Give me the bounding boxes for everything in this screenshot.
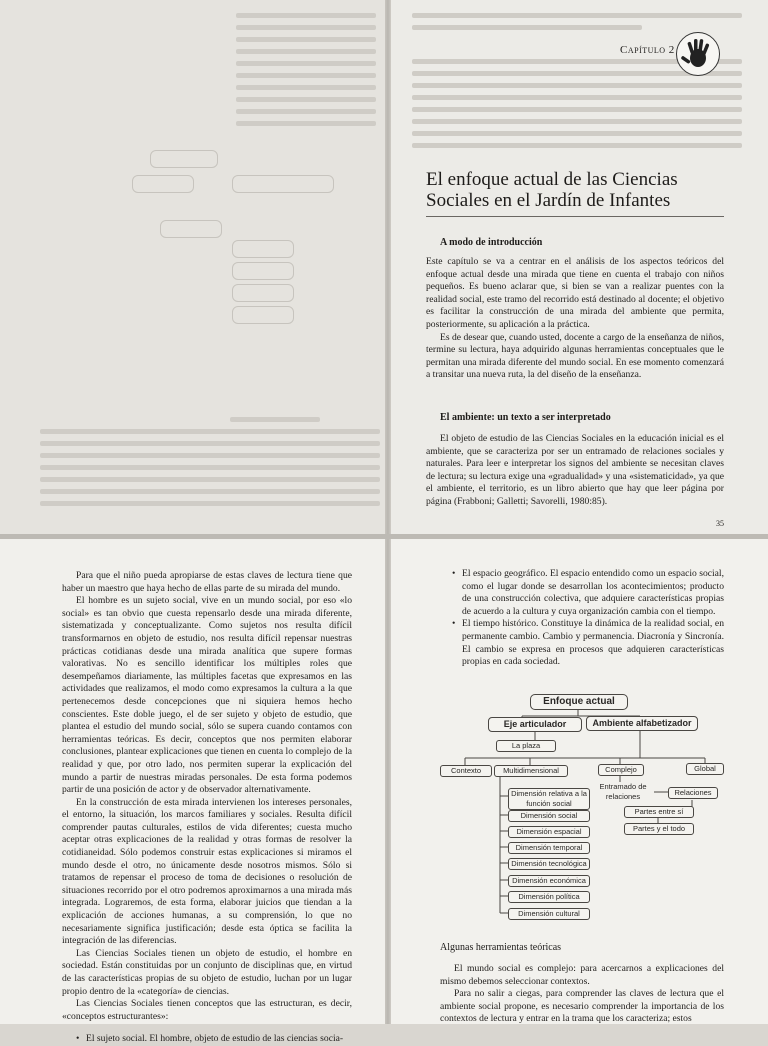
diagram-node-multidimensional: Multidimensional xyxy=(494,765,568,777)
diagram-node-ambiente: Ambiente alfabetizador xyxy=(586,716,698,731)
section-heading: Algunas herramientas teóricas xyxy=(440,942,562,953)
diagram-node-partes-entre-si: Partes entre sí xyxy=(624,806,694,818)
chapter-title: El enfoque actual de las Ciencias Sociales en el Jardín de Infantes xyxy=(426,169,678,211)
paragraph: Es de desear que, cuando usted, docente a cargo de la enseñanza de niños, termine su lectura, haya adquirido algunas herramientas conceptuales que le permitan una mirada diferente del mundo social. En ese momento comenzará a transitar una nueva ruta, la del diseño de la enseñanza. xyxy=(426,331,724,381)
chapter-label: Capítulo 2 xyxy=(620,44,675,56)
diagram-node-relaciones: Relaciones xyxy=(668,787,718,799)
paragraph: El hombre es un sujeto social, vive en un mundo social, por eso «lo social» es tan obvio que cuesta repensarlo desde una mirada diferente, sistematizada y conceptualizante. Como sujetos nos resulta difícil transformarnos en objeto de estudio, nos resulta difícil repensar nuestras prácticas cotidianas desde una mirada analítica que supere formas valorativas. No es sencillo identificar los múltiples roles que desempeñamos diariamente, las múltiples facetas que expresamos en las actividades que realizamos, el modo como expresamos la cultura a la que pertenecemos desde concepciones que ni siquiera hemos hecho conscientes. Este doble juego, el de ser sujeto y objeto de estudio, que plantea el estudio del mundo social, sólo se supera cuando contamos con herramientas teóricas. Es decir, conceptos que nos permiten elaborar conclusiones, plantear explicaciones que tienen en cuenta lo complejo de la realidad y que, por otro lado, nos permiten superar la explicación del mundo a partir de nuestras miradas personales. De esta forma podemos partir de una posición de actor y de observador alternativamente. xyxy=(62,595,352,796)
diagram-node-dimension: Dimensión social xyxy=(508,810,590,822)
diagram-node-dimension: Dimensión relativa a la función social xyxy=(508,788,590,810)
list-item: • El tiempo histórico. Constituye la dinámica de la realidad social, en permanente cambio. Cambio y permanencia. Diacronía y Sincronía. El cambio se expresa en procesos que adquieren características propias en cada sociedad. xyxy=(452,618,724,668)
section-heading: A modo de introducción xyxy=(440,237,543,248)
paragraph: Las Ciencias Sociales tienen conceptos que las estructuran, es decir, «conceptos estructurantes»: xyxy=(62,998,352,1022)
diagram-node-dimension: Dimensión tecnológica xyxy=(508,858,590,870)
diagram-node-dimension: Dimensión económica xyxy=(508,875,590,887)
diagram-node-dimension: Dimensión cultural xyxy=(508,908,590,920)
diagram-node-complejo: Complejo xyxy=(598,764,644,776)
section-heading: El ambiente: un texto a ser interpretado xyxy=(440,412,611,423)
paragraph: Para que el niño pueda apropiarse de estas claves de lectura tiene que haber un maestro que haya hecho de ellas parte de su mirada del mundo. xyxy=(62,570,352,594)
paragraph: Las Ciencias Sociales tienen un objeto de estudio, el hombre en sociedad. Están constituidas por un conjunto de disciplinas que, en virtud de las características propias de su objeto de estudio, luchan por un lugar propio dentro de la «categoría» de ciencias. xyxy=(62,947,352,997)
diagram-node-entramado: Entramado de relaciones xyxy=(599,782,647,801)
paragraph: El mundo social es complejo: para acercarnos a explicaciones del mismo debemos seleccionar contextos. xyxy=(440,963,724,987)
diagram-node-partes-todo: Partes y el todo xyxy=(624,823,694,835)
paragraph: Este capítulo se va a centrar en el análisis de los aspectos teóricos del enfoque actual desde una mirada que tiene en cuenta el trabajo con niños pequeños. Es bueno aclarar que, si bien se van a realizar puentes con la realidad social, este tramo del recorrido está destinado al docente; el objetivo es facilitar la construcción de una mirada del ambiente que permita, posteriormente, su aplicación a la práctica. xyxy=(426,256,724,330)
paragraph: Para no salir a ciegas, para comprender las claves de lectura que el ambiente social propone, es necesario comprender la importancia de los contextos de lectura y entrar en la trama que los caracteriza; estos xyxy=(440,988,724,1025)
list-item: • El espacio geográfico. El espacio entendido como un espacio social, como el lugar donde se desarrollan los acontecimientos; producto de una construcción colectiva, que adquiere características propias de acuerdo a la cultura y cuya organización cambia con el tiempo. xyxy=(452,568,724,618)
diagram-node-dimension: Dimensión política xyxy=(508,891,590,903)
diagram-node-contexto: Contexto xyxy=(440,765,492,777)
paragraph: En la construcción de esta mirada intervienen los intereses personales, el entorno, la situación, los marcos familiares y sociales. Resulta difícil comprender pautas culturales, estilos de vida diferentes; cuesta mucho aceptar otras explicaciones de la realidad y otras formas de resolver la cotidianeidad. Sólo podemos construir estas explicaciones si miramos el mundo desde el otro, no únicamente desde nosotros mismos. Sólo si tratamos de repensar el proceso de toma de decisiones o resolución de situaciones recorrido por el otro podremos aproximarnos a una mirada más integrada. Lograremos, de esta forma, elaborar juicios que tiendan a la explicación de acciones humanas, a su comprensión, lo que no necesariamente significa justificación; desde esta óptica se facilita la integración de las diferencias. xyxy=(62,796,352,947)
diagram-node-dimension: Dimensión espacial xyxy=(508,826,590,838)
page-number: 35 xyxy=(716,519,724,528)
diagram-node-dimension: Dimensión temporal xyxy=(508,842,590,854)
paragraph: El objeto de estudio de las Ciencias Sociales en la educación inicial es el ambiente, que se caracteriza por ser un entramado de relaciones sociales y naturales. Para leer e interpretar los signos del ambiente se necesitan claves de lectura; su lectura exige una «gradualidad» y una «sistematicidad», ya que el ambiente, el territorio, es un libro abierto que hay que leer página por página (Frabboni; Galletti; Savorelli, 1980:85). xyxy=(426,433,724,507)
diagram-root-node: Enfoque actual xyxy=(530,694,628,710)
list-item: • El sujeto social. El hombre, objeto de estudio de las ciencias socia- xyxy=(76,1033,352,1046)
section-body xyxy=(440,963,724,1026)
diagram-node-eje: Eje articulador xyxy=(488,717,582,732)
diagram-node-plaza: La plaza xyxy=(496,740,556,752)
diagram-node-global: Global xyxy=(686,763,724,775)
